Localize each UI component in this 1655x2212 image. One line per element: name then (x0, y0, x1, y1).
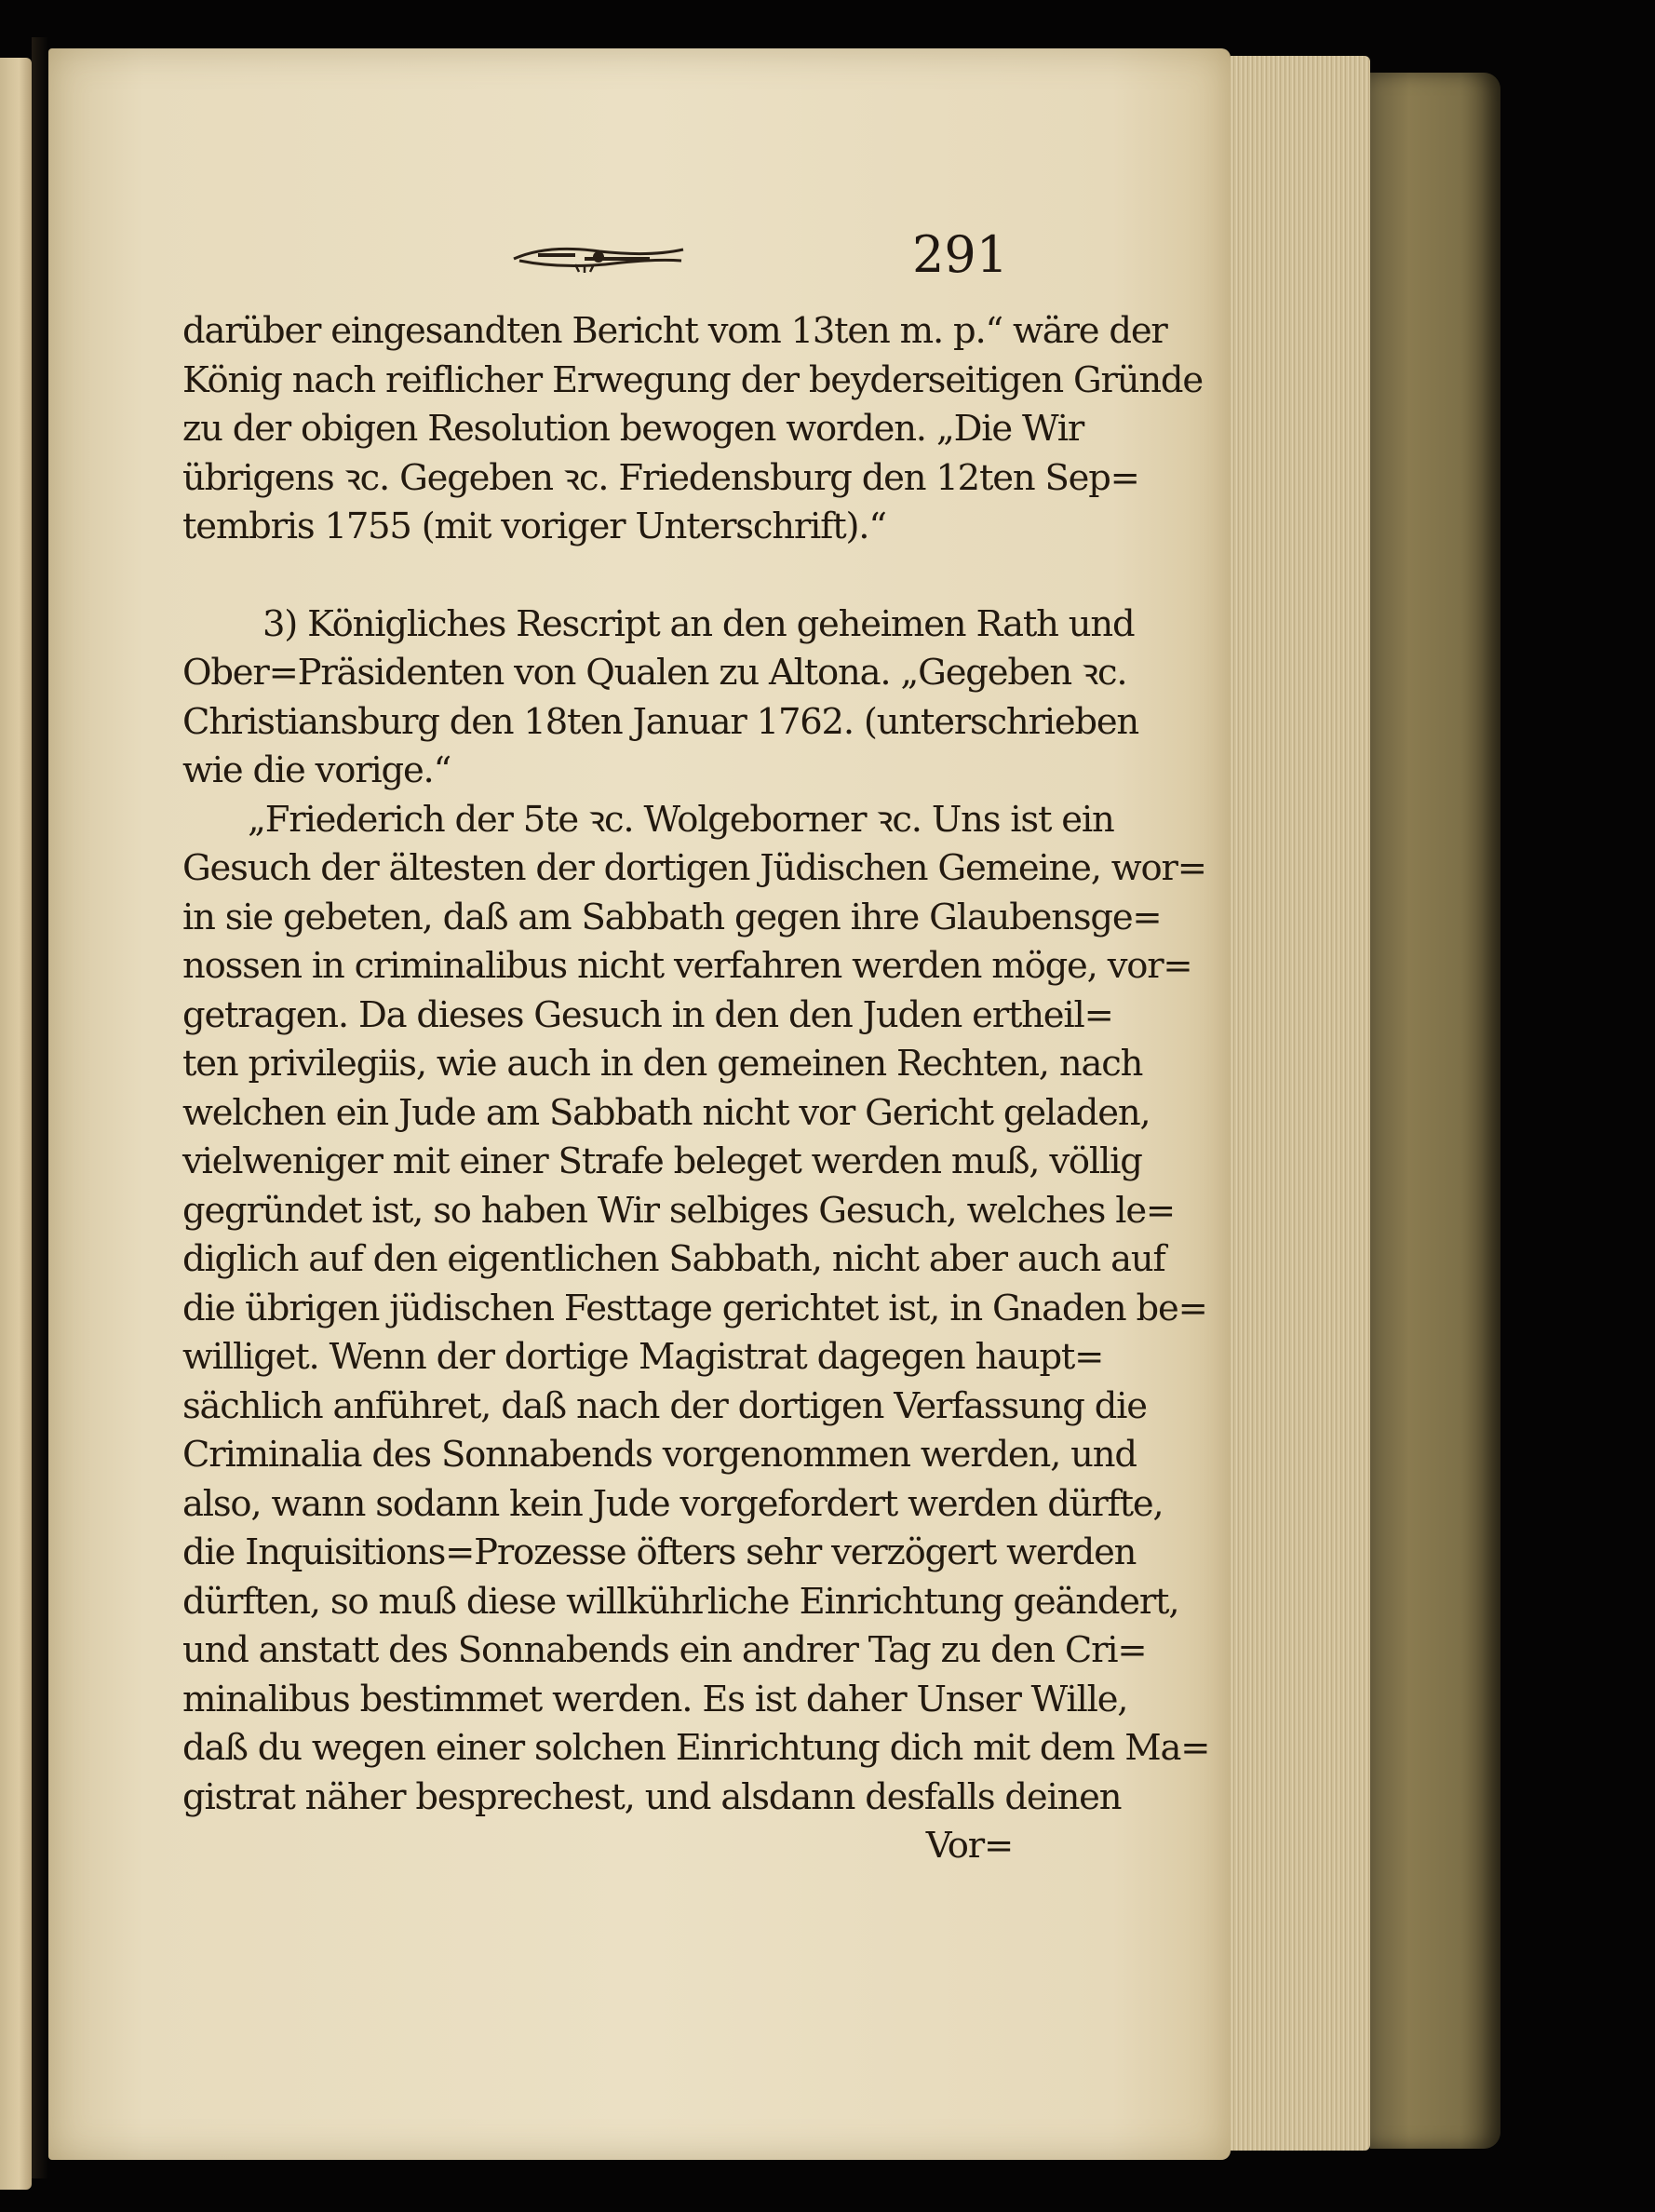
text-line: und anstatt des Sonnabends ein andrer Tag zu den Cri= (182, 1629, 1147, 1671)
text-line: die Inquisitions=Prozesse öfters sehr verzögert werden (182, 1531, 1137, 1573)
text-line: darüber eingesandten Bericht vom 13ten m. p.“ wäre der (182, 310, 1167, 352)
text-line: „Friederich der 5te ꝛc. Wolgeborner ꝛc. Uns ist ein (248, 798, 1114, 841)
catchword: Vor= (925, 1825, 1013, 1867)
paragraph (182, 796, 1210, 1823)
left-page-edge (0, 58, 32, 2190)
text-line: welchen ein Jude am Sabbath nicht vor Gericht geladen, (182, 1091, 1150, 1134)
text-line: 3) Königliches Rescript an den geheimen Rath und (262, 602, 1135, 645)
decorative-ornament-icon (510, 238, 687, 276)
text-line: Criminalia des Sonnabends vorgenommen werden, und (182, 1434, 1137, 1476)
page-number: 291 (912, 225, 1009, 284)
text-line: die übrigen jüdischen Festtage gerichtet ist, in Gnaden be= (182, 1287, 1207, 1329)
text-line: Ober=Präsidenten von Qualen zu Altona. „Gegeben ꝛc. (182, 652, 1127, 694)
book-gutter (32, 37, 48, 2178)
text-line: tembris 1755 (mit voriger Unterschrift).“ (182, 506, 886, 547)
paragraph (182, 307, 1203, 552)
text-line: vielweniger mit einer Strafe beleget werden muß, völlig (182, 1140, 1142, 1182)
text-line: williget. Wenn der dortige Magistrat dagegen haupt= (182, 1336, 1104, 1378)
text-line: gistrat näher besprechest, und alsdann desfalls deinen (182, 1775, 1122, 1818)
text-line: minalibus bestimmet werden. Es ist daher Unser Wille, (182, 1678, 1128, 1720)
book-cover-edge (1370, 73, 1500, 2149)
text-line: in sie gebeten, daß am Sabbath gegen ihre Glaubensge= (182, 896, 1162, 938)
text-line: dürften, so muß diese willkührliche Einrichtung geändert, (182, 1580, 1179, 1623)
text-line: nossen in criminalibus nicht verfahren werden möge, vor= (182, 945, 1192, 987)
text-line: getragen. Da dieses Gesuch in den den Juden ertheil= (182, 993, 1113, 1036)
text-line: zu der obigen Resolution bewogen worden. „Die Wir (182, 408, 1084, 450)
text-line: König nach reiflicher Erwegung der beyderseitigen Gründe (182, 358, 1203, 401)
text-line: sächlich anführet, daß nach der dortigen Verfassung die (182, 1384, 1147, 1427)
text-line: Christiansburg den 18ten Januar 1762. (unterschrieben (182, 700, 1139, 743)
page-block-edges (1231, 56, 1370, 2151)
text-line: Gesuch der ältesten der dortigen Jüdischen Gemeine, wor= (182, 847, 1206, 889)
page-text (182, 307, 1210, 1871)
text-line: übrigens ꝛc. Gegeben ꝛc. Friedensburg den 12ten Sep= (182, 456, 1139, 499)
text-line: daß du wegen einer solchen Einrichtung dich mit dem Ma= (182, 1727, 1210, 1769)
text-line: diglich auf den eigentlichen Sabbath, nicht aber auch auf (182, 1238, 1165, 1280)
paragraph (182, 600, 1139, 796)
text-line: gegründet ist, so haben Wir selbiges Gesuch, welches le= (182, 1189, 1175, 1232)
text-line: wie die vorige.“ (182, 749, 451, 791)
text-line: also, wann sodann kein Jude vorgefordert werden dürfte, (182, 1482, 1164, 1525)
text-line: ten privilegiis, wie auch in den gemeinen Rechten, nach (182, 1043, 1143, 1085)
